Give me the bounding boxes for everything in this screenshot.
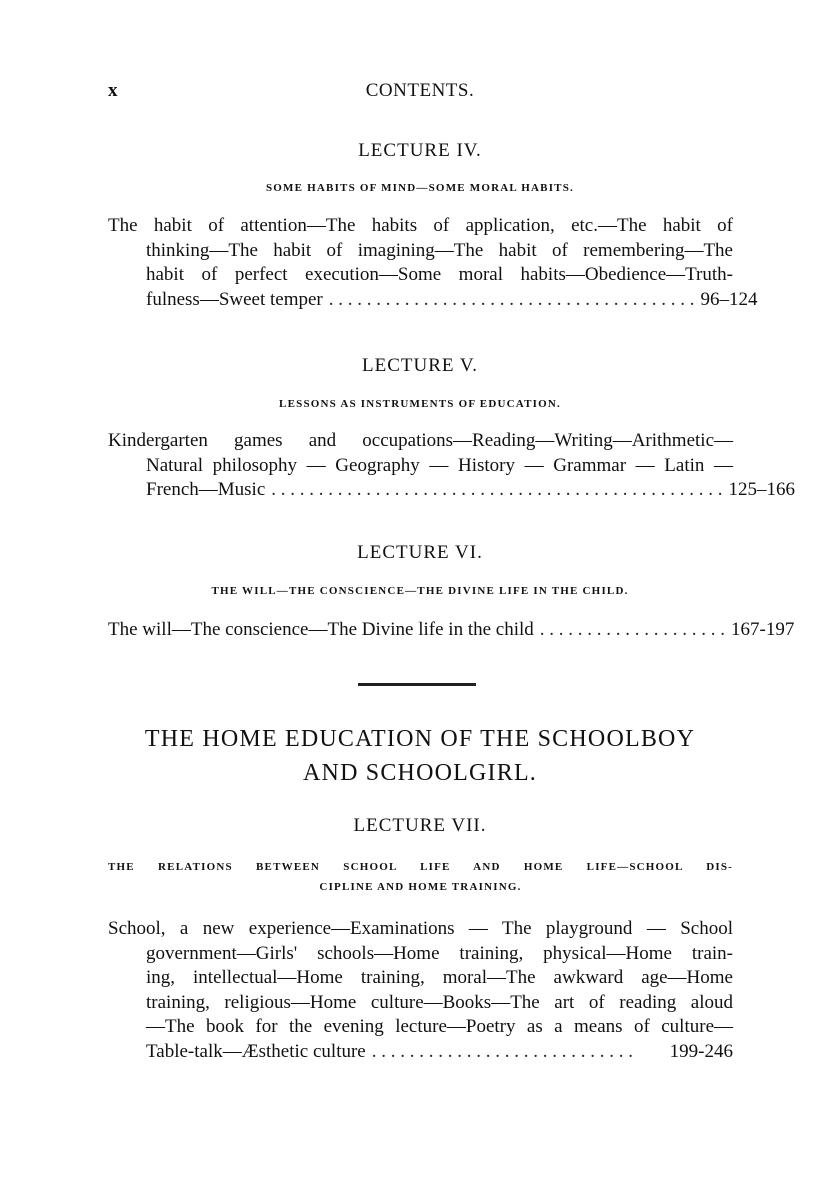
lecture-4-title: LECTURE IV. bbox=[358, 140, 482, 161]
lecture-5-title: LECTURE V. bbox=[362, 355, 478, 376]
lecture-6-pages: 167-197 bbox=[731, 619, 795, 640]
lecture-6-subtitle: THE WILL—THE CONSCIENCE—THE DIVINE LIFE IN THE CHILD. bbox=[211, 585, 629, 597]
section-divider bbox=[358, 683, 476, 686]
lecture-7-line-4: training, religious—Home culture—Books—The art of reading aloud bbox=[146, 991, 733, 1013]
lecture-7-line-3: ing, intellectual—Home training, moral—The awkward age—Home bbox=[146, 967, 733, 988]
lecture-4-line-4-text: fulness—Sweet temper bbox=[146, 288, 323, 310]
dot-leader: . . . . . . . . . . . . . . . . . . . . . . . . . . . . . . . . . . . . . . . bbox=[328, 288, 695, 310]
dot-leader: . . . . . . . . . . . . . . . . . . . . . . . . . . . . bbox=[371, 1040, 633, 1062]
lecture-7-title: LECTURE VII. bbox=[353, 815, 487, 836]
section-heading-line-1: THE HOME EDUCATION OF THE SCHOOLBOY bbox=[144, 726, 696, 752]
lecture-4-pages: 96–124 bbox=[700, 288, 758, 310]
lecture-4-subtitle: SOME HABITS OF MIND—SOME MORAL HABITS. bbox=[265, 182, 574, 194]
lecture-5-line-2: Natural philosophy — Geography — History — Grammar — Latin — bbox=[146, 454, 733, 476]
lecture-7-line-6-text: Table-talk—Æsthetic culture bbox=[146, 1040, 366, 1062]
page-number: x bbox=[108, 80, 118, 101]
lecture-5-summary bbox=[108, 429, 796, 503]
lecture-7-pages: 199-246 bbox=[669, 1040, 733, 1062]
lecture-5-line-3-text: French—Music bbox=[146, 479, 266, 500]
lecture-6-summary bbox=[108, 618, 795, 643]
lecture-7-subtitle bbox=[108, 857, 733, 897]
lecture-4-line-4 bbox=[108, 288, 758, 313]
lecture-7-line-6 bbox=[108, 1040, 733, 1065]
lecture-6-line-1 bbox=[108, 618, 795, 643]
lecture-5-line-1: Kindergarten games and occupations—Reading—Writing—Arithmetic— bbox=[108, 430, 733, 451]
lecture-7-line-2: government—Girls' schools—Home training, physical—Home train- bbox=[146, 942, 733, 964]
lecture-4-line-3: habit of perfect execution—Some moral habits—Obedience—Truth- bbox=[146, 264, 733, 285]
lecture-7-line-5: —The book for the evening lecture—Poetry as a means of culture— bbox=[146, 1016, 733, 1037]
lecture-4-summary bbox=[108, 214, 758, 312]
lecture-7-summary bbox=[108, 917, 733, 1064]
section-heading-line-2: AND SCHOOLGIRL. bbox=[303, 760, 537, 786]
lecture-4-line-1: The habit of attention—The habits of application, etc.—The habit of bbox=[108, 215, 733, 236]
lecture-7-subtitle-line-1: THE RELATIONS BETWEEN SCHOOL LIFE AND HOME LIFE—SCHOOL DIS- bbox=[108, 861, 733, 873]
lecture-7-line-1: School, a new experience—Examinations — The playground — School bbox=[108, 918, 733, 939]
lecture-5-pages: 125–166 bbox=[728, 479, 796, 500]
lecture-6-line-1-text: The will—The conscience—The Divine life in the child bbox=[108, 619, 534, 640]
section-heading bbox=[0, 722, 840, 790]
lecture-5-subtitle: LESSONS AS INSTRUMENTS OF EDUCATION. bbox=[279, 398, 561, 410]
dot-leader: . . . . . . . . . . . . . . . . . . . . bbox=[539, 619, 726, 640]
lecture-6-title: LECTURE VI. bbox=[357, 542, 483, 563]
running-title: CONTENTS. bbox=[365, 80, 475, 101]
dot-leader: . . . . . . . . . . . . . . . . . . . . . . . . . . . . . . . . . . . . . . . . . . . . . . . . bbox=[271, 479, 723, 500]
lecture-4-line-2: thinking—The habit of imagining—The habit of remembering—The bbox=[146, 239, 733, 261]
lecture-7-subtitle-line-2: CIPLINE AND HOME TRAINING. bbox=[319, 881, 522, 893]
lecture-5-line-3 bbox=[108, 478, 796, 503]
